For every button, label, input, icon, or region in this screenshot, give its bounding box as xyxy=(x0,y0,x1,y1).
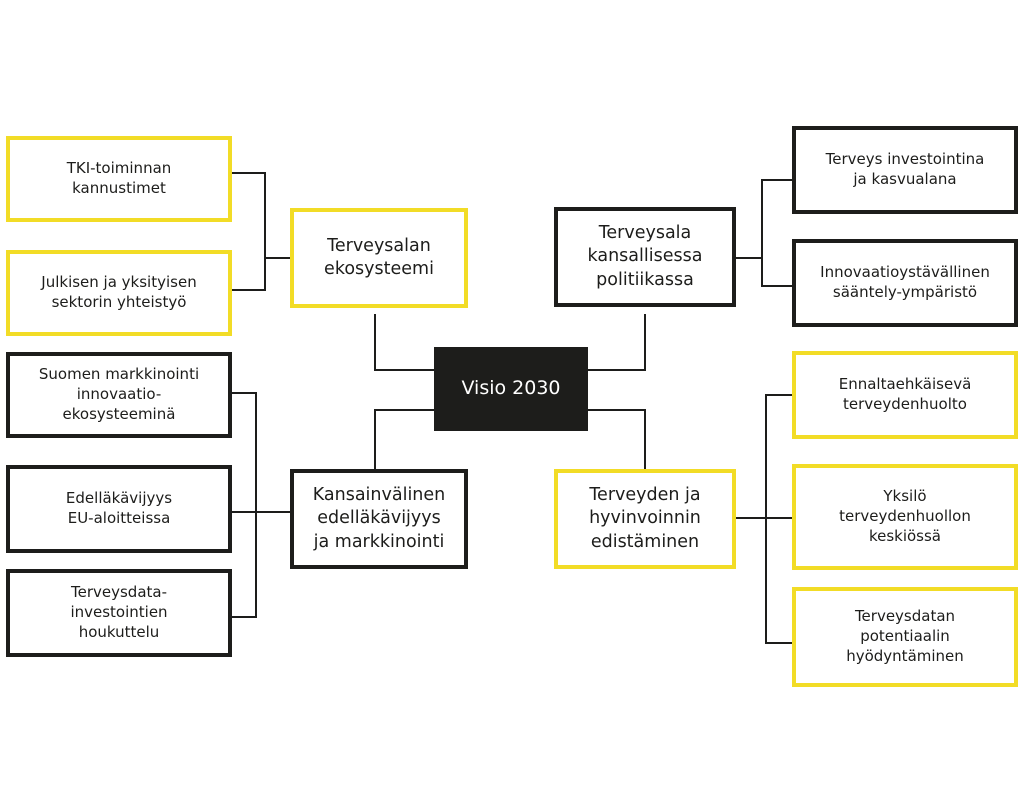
international-item-1: Suomen markkinointi innovaatio- ekosysteeminä xyxy=(6,352,232,438)
connector-center-ecosystem xyxy=(375,314,434,370)
branch-wellbeing: Terveyden ja hyvinvoinnin edistäminen xyxy=(554,469,736,569)
international-item-2: Edelläkävijyys EU-aloitteissa xyxy=(6,465,232,553)
international-item-3: Terveysdata- investointien houkuttelu xyxy=(6,569,232,657)
wellbeing-item-2: Yksilö terveydenhuollon keskiössä xyxy=(792,464,1018,570)
connector-center-policy xyxy=(588,314,645,370)
connector-international-items xyxy=(232,393,256,617)
connector-ecosystem-items xyxy=(232,173,265,290)
center-node: Visio 2030 xyxy=(434,347,588,431)
policy-item-1: Terveys investointina ja kasvualana xyxy=(792,126,1018,214)
ecosystem-item-2: Julkisen ja yksityisen sektorin yhteistyö xyxy=(6,250,232,336)
branch-policy: Terveysala kansallisessa politiikassa xyxy=(554,207,736,307)
connector-policy-items xyxy=(762,180,792,286)
wellbeing-item-3: Terveysdatan potentiaalin hyödyntäminen xyxy=(792,587,1018,687)
ecosystem-item-1: TKI-toiminnan kannustimet xyxy=(6,136,232,222)
connector-center-wellbeing xyxy=(588,410,645,469)
policy-item-2: Innovaatioystävällinen sääntely-ympäristö xyxy=(792,239,1018,327)
branch-ecosystem: Terveysalan ekosysteemi xyxy=(290,208,468,308)
branch-international: Kansainvälinen edelläkävijyys ja markkinointi xyxy=(290,469,468,569)
wellbeing-item-1: Ennaltaehkäisevä terveydenhuolto xyxy=(792,351,1018,439)
connector-center-international xyxy=(375,410,434,469)
